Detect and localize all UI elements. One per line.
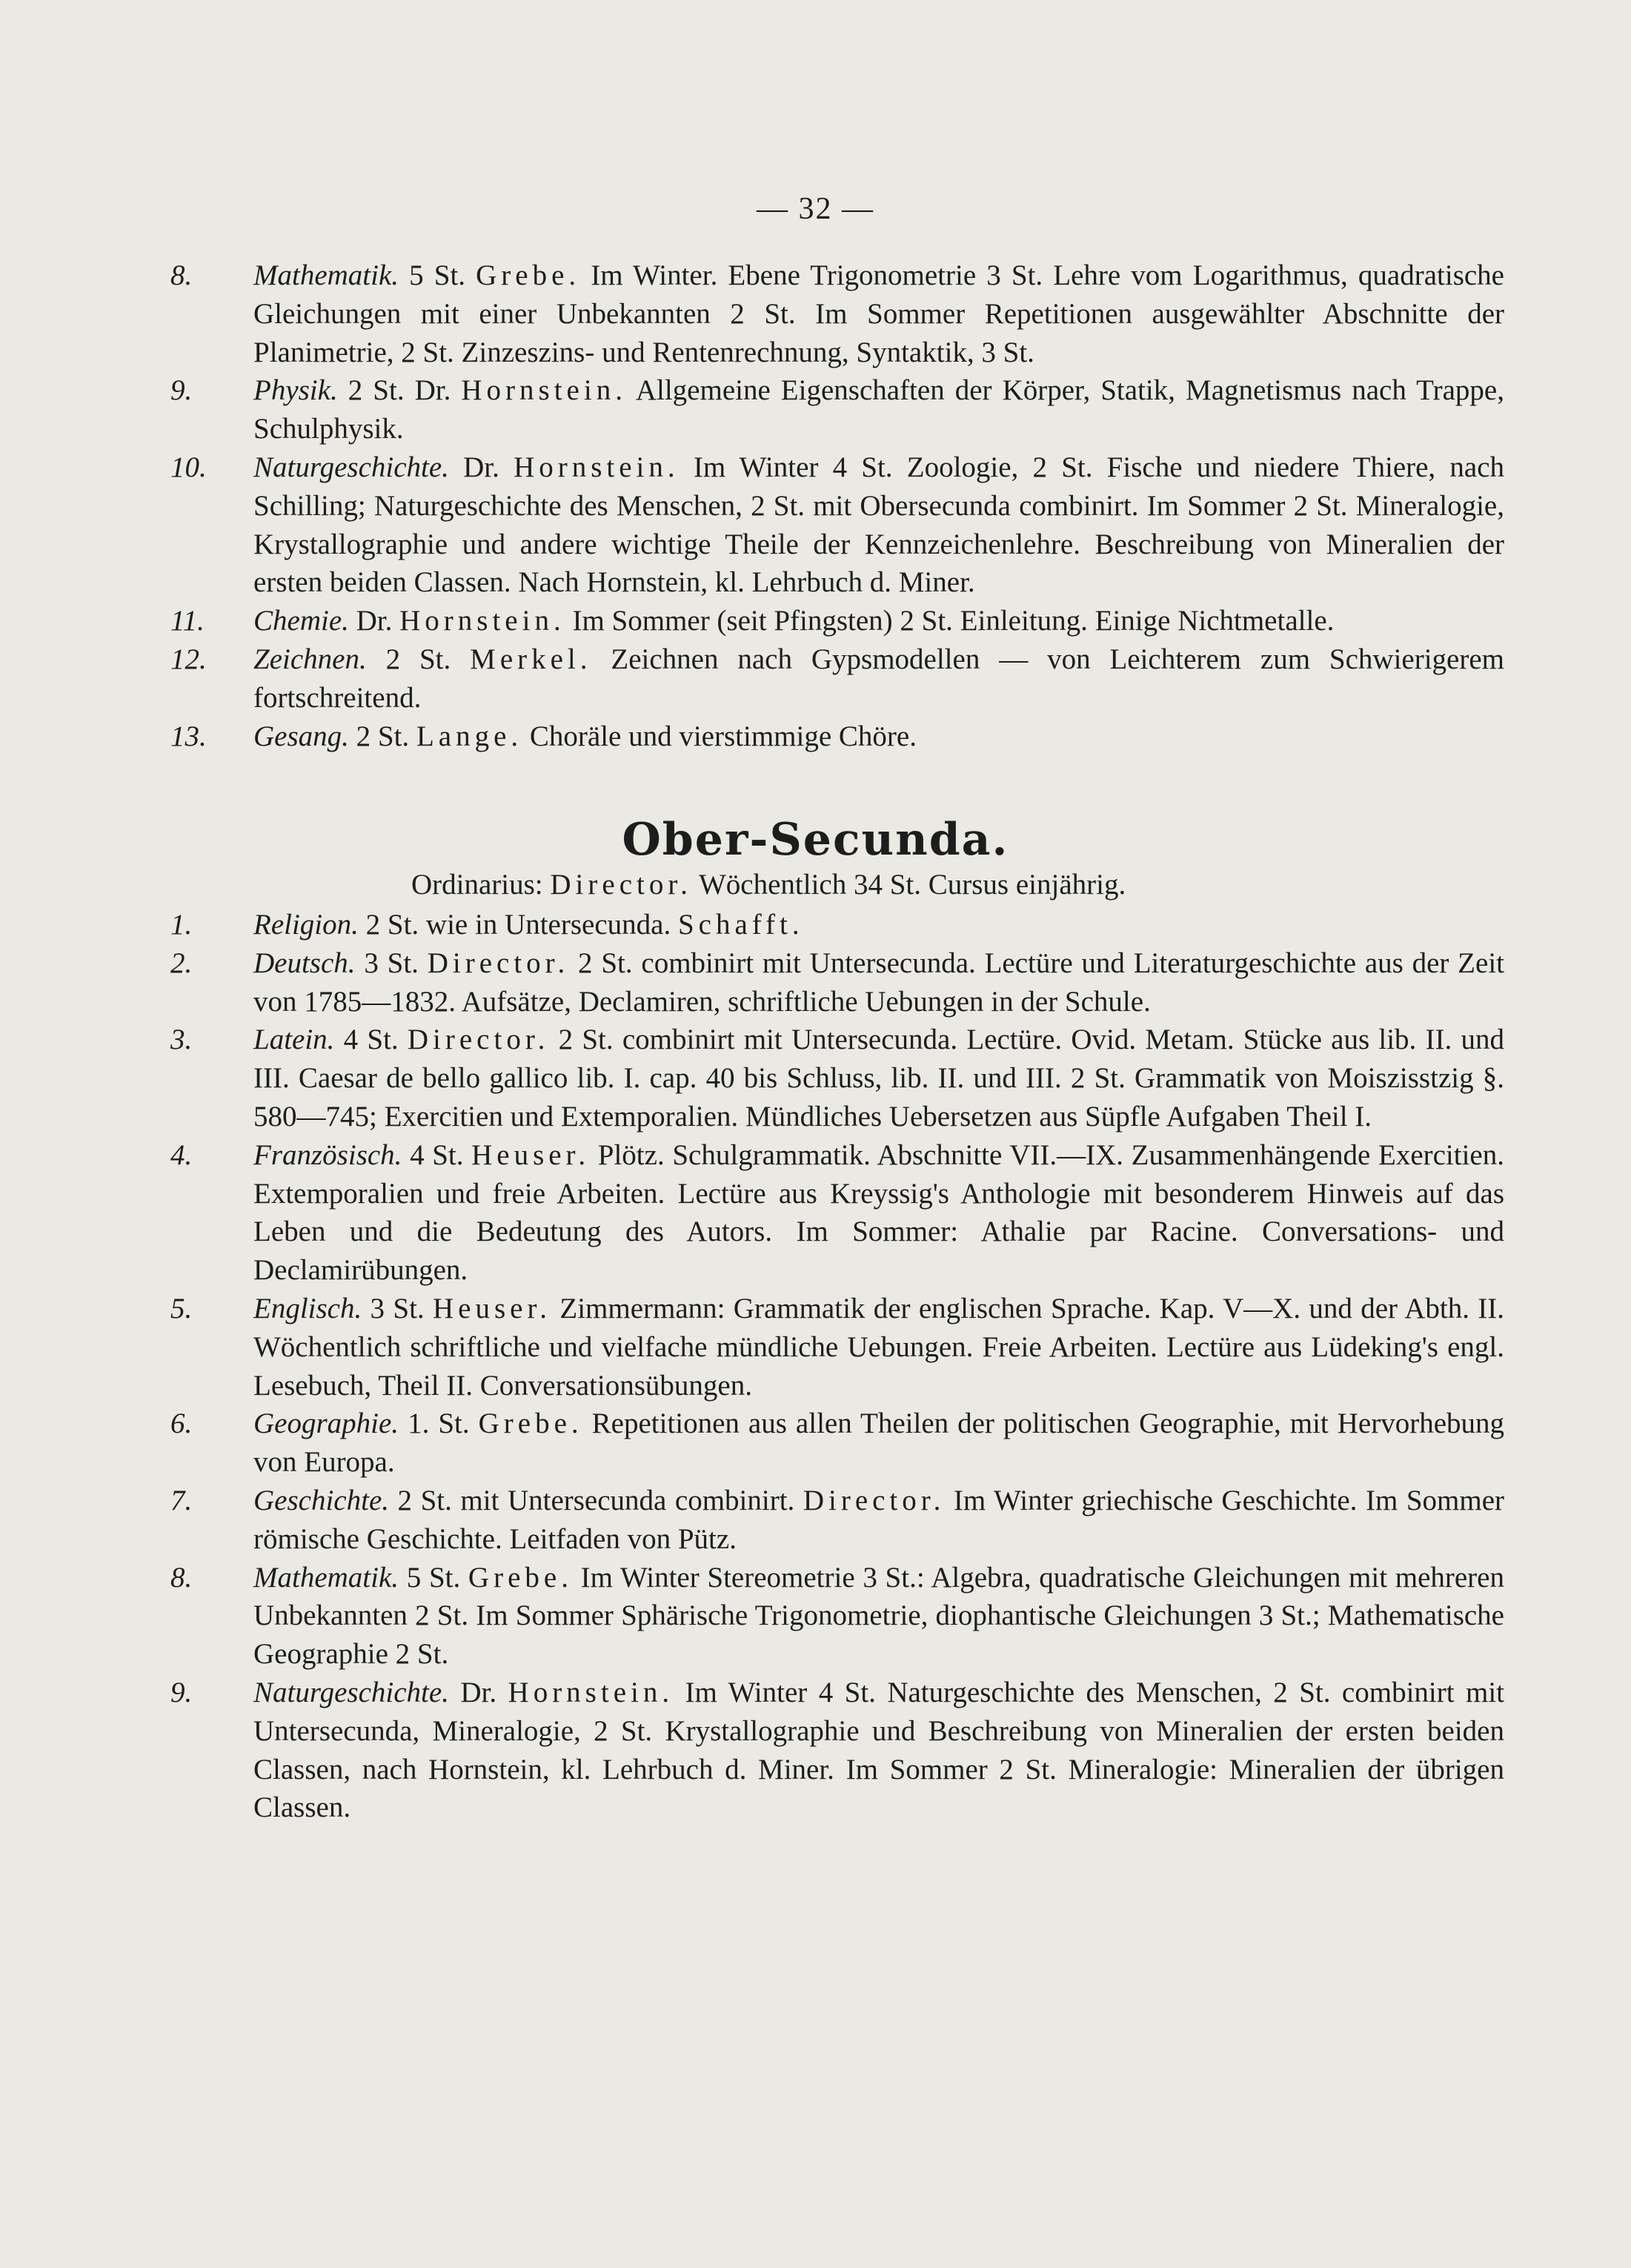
page-number: — 32 — [757, 192, 874, 226]
item-number: 8. [170, 1561, 193, 1594]
item-hours: 4 St. [334, 1024, 408, 1056]
item-hours: 2 St. [366, 643, 471, 675]
item-number: 6. [170, 1407, 193, 1440]
item-number: 1. [170, 909, 193, 941]
list-item [170, 1021, 1504, 1135]
item-number: 9. [170, 1676, 193, 1708]
item-text: Allgemeine Eigenschaften der Körper, Statik, Magnetismus nach Trappe, Schulphysik. [253, 374, 1504, 445]
item-subject: Zeichnen. [253, 643, 367, 675]
item-number: 10. [170, 451, 207, 483]
item-teacher: Schafft. [677, 909, 804, 941]
item-teacher: Hornstein. [399, 605, 565, 637]
item-teacher: Hornstein. [461, 374, 627, 407]
item-hours: 3 St. [355, 946, 428, 979]
item-text: Choräle und vierstimmige Chöre. [522, 720, 917, 752]
item-number: 11. [170, 605, 205, 637]
section-1-list [170, 256, 1504, 755]
list-item [170, 256, 1504, 371]
item-text: Plötz. Schulgrammatik. Abschnitte VII.—IX. Zusammenhängende Exercitien. Extemporalien und freie Arbeiten. Lectüre aus Kreyssig's Anthologie mit besonderem Hinweis auf das Leben und die Bedeutung des Autors. Im Sommer: Athalie par Racine. Conversations- und Declamirübungen. [253, 1138, 1504, 1287]
item-text: Im Winter 4 St. Zoologie, 2 St. Fische und niedere Thiere, nach Schilling; Naturgeschichte des Menschen, 2 St. mit Obersecunda combinirt. Im Sommer 2 St. Mineralogie, Krystallographie und andere wichtige Theile der Kennzeichenlehre. Beschreibung von Mineralien der ersten beiden Classen. Nach Hornstein, kl. Lehrbuch d. Miner. [253, 451, 1504, 599]
item-hours: 2 St. wie in Untersecunda. [358, 909, 678, 941]
item-hours: 2 St. mit Untersecunda combinirt. [389, 1484, 803, 1516]
list-item [170, 717, 1504, 756]
item-teacher: Director. [427, 946, 570, 979]
list-item [170, 906, 1504, 944]
item-number: 2. [170, 946, 193, 979]
item-teacher: Grebe. [478, 1407, 583, 1440]
item-number: 12. [170, 643, 207, 675]
ordinarius-info: Wöchentlich 34 St. Cursus einjährig. [691, 869, 1126, 901]
item-hours: Dr. [348, 605, 400, 637]
item-text: Im Winter griechische Geschichte. Im Sommer römische Geschichte. Leitfaden von Pütz. [253, 1484, 1504, 1555]
list-item [170, 1136, 1504, 1290]
list-item [170, 1674, 1504, 1827]
list-item [170, 944, 1504, 1021]
item-text: Zeichnen nach Gypsmodellen — von Leichterem zum Schwierigerem fortschreitend. [253, 643, 1504, 714]
item-number: 4. [170, 1138, 193, 1171]
item-text: 2 St. combinirt mit Untersecunda. Lectüre und Literaturgeschichte aus der Zeit von 1785—1832. Aufsätze, Declamiren, schriftliche Uebungen in der Schule. [253, 946, 1504, 1018]
item-text: Im Winter Stereometrie 3 St.: Algebra, quadratische Gleichungen mit mehreren Unbekannten 2 St. Im Sommer Sphärische Trigonometrie, diophantische Gleichungen 3 St.; Mathematische Geographie 2 St. [253, 1561, 1504, 1671]
item-subject: Geschichte. [253, 1484, 390, 1516]
item-teacher: Grebe. [476, 259, 581, 291]
list-item [170, 1559, 1504, 1674]
item-subject: Französisch. [253, 1138, 402, 1171]
item-number: 5. [170, 1292, 193, 1324]
section-heading: Ober-Secunda. [622, 814, 1009, 866]
item-text: Repetitionen aus allen Theilen der politischen Geographie, mit Hervorhebung von Europa. [253, 1407, 1505, 1479]
item-teacher: Grebe. [468, 1561, 573, 1594]
item-number: 9. [170, 374, 193, 407]
item-subject: Englisch. [253, 1292, 362, 1324]
item-teacher: Heuser. [471, 1138, 591, 1171]
item-number: 13. [170, 720, 207, 752]
item-text: Zimmermann: Grammatik der englischen Sprache. Kap. V—X. und der Abth. II. Wöchentlich schriftliche und vielfache mündliche Uebungen. Freie Arbeiten. Lectüre aus Lüdeking's engl. Lesebuch, Theil II. Conversationsübungen. [253, 1292, 1504, 1402]
item-subject: Geographie. [253, 1407, 399, 1440]
item-hours: 4 St. [402, 1138, 472, 1171]
item-hours: Dr. [448, 451, 514, 483]
item-number: 8. [170, 259, 193, 291]
item-subject: Mathematik. [253, 1561, 399, 1594]
item-hours: 1. St. [399, 1407, 479, 1440]
item-subject: Gesang. [253, 720, 349, 752]
item-hours: 2 St. Dr. [337, 374, 462, 407]
list-item [170, 1290, 1504, 1405]
section-2-list [170, 906, 1504, 1827]
item-hours: 3 St. [362, 1292, 433, 1324]
list-item [170, 602, 1504, 640]
item-text: 2 St. combinirt mit Untersecunda. Lectüre. Ovid. Metam. Stücke aus lib. II. und III. Caesar de bello gallico lib. I. cap. 40 bis Schluss, lib. II. und III. 2 St. Grammatik von Moiszisstzig §. 580—745; Exercitien und Extemporalien. Mündliches Uebersetzen aus Süpfle Aufgaben Theil I. [253, 1024, 1504, 1133]
item-number: 7. [170, 1484, 193, 1516]
list-item [170, 1482, 1504, 1559]
item-teacher: Hornstein. [514, 451, 680, 483]
item-subject: Chemie. [253, 605, 349, 637]
item-teacher: Merkel. [470, 643, 592, 675]
item-number: 3. [170, 1024, 193, 1056]
item-subject: Religion. [253, 909, 359, 941]
item-subject: Latein. [253, 1024, 335, 1056]
item-teacher: Heuser. [432, 1292, 552, 1324]
ordinarius-label: Ordinarius: [411, 869, 551, 901]
list-item [170, 448, 1504, 602]
item-subject: Naturgeschichte. [253, 1676, 449, 1708]
item-hours: Dr. [448, 1676, 508, 1708]
item-teacher: Hornstein. [508, 1676, 674, 1708]
item-subject: Mathematik. [253, 259, 399, 291]
item-hours: 5 St. [399, 1561, 468, 1594]
item-subject: Deutsch. [253, 946, 356, 979]
item-hours: 5 St. [399, 259, 476, 291]
list-item [170, 1405, 1504, 1482]
item-subject: Physik. [253, 374, 338, 407]
list-item [170, 371, 1504, 448]
ordinarius-line [411, 866, 1126, 904]
item-teacher: Director. [803, 1484, 946, 1516]
item-text: Im Sommer (seit Pfingsten) 2 St. Einleitung. Einige Nichtmetalle. [565, 605, 1335, 637]
item-teacher: Director. [407, 1024, 550, 1056]
item-hours: 2 St. [348, 720, 416, 752]
list-item [170, 640, 1504, 717]
item-text: Im Winter 4 St. Naturgeschichte des Menschen, 2 St. combinirt mit Untersecunda, Mineralogie, 2 St. Krystallographie und Beschreibung von Mineralien der ersten beiden Classen, nach Hornstein, kl. Lehrbuch d. Miner. Im Sommer 2 St. Mineralogie: Mineralien der übrigen Classen. [253, 1676, 1505, 1824]
item-text: Im Winter. Ebene Trigonometrie 3 St. Lehre vom Logarithmus, quadratische Gleichungen mit einer Unbekannten 2 St. Im Sommer Repetitionen ausgewählter Abschnitte der Planimetrie, 2 St. Zinzeszins- und Rentenrechnung, Syntaktik, 3 St. [253, 259, 1504, 368]
ordinarius-teacher: Director. [550, 869, 692, 901]
item-subject: Naturgeschichte. [253, 451, 449, 483]
item-teacher: Lange. [416, 720, 523, 752]
